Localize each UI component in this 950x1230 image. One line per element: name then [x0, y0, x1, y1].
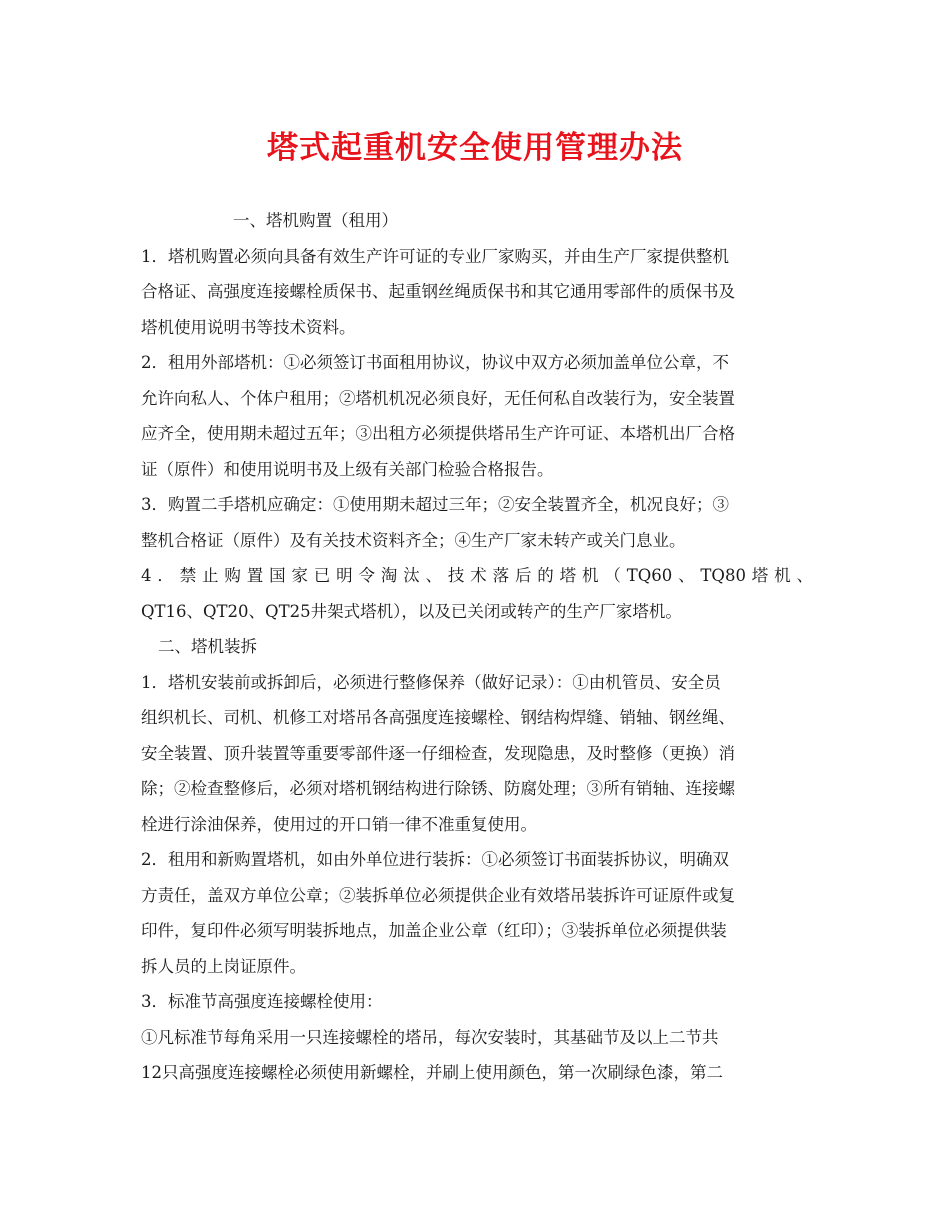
- paragraph-line: 3．购置二手塔机应确定：①使用期未超过三年；②安全装置齐全，机况良好；③: [141, 495, 729, 514]
- section-heading-2: 二、塔机装拆: [158, 637, 257, 656]
- paragraph-line: 印件，复印件必须写明装拆地点，加盖企业公章（红印）；③装拆单位必须提供装: [141, 921, 727, 940]
- paragraph-line: 整机合格证（原件）及有关技术资料齐全；④生产厂家未转产或关门息业。: [141, 530, 686, 550]
- paragraph-line: 3．标准节高强度连接螺栓使用：: [141, 992, 383, 1011]
- paragraph-line: 4．禁止购置国家已明令淘汰、技术落后的塔机（TQ60、TQ80塔机、: [141, 566, 813, 585]
- paragraph-line: 组织机长、司机、机修工对塔吊各高强度连接螺栓、钢结构焊缝、销轴、钢丝绳、: [141, 708, 735, 727]
- paragraph-line: 1．塔机安装前或拆卸后，必须进行整修保养（做好记录）：①由机管员、安全员: [141, 672, 721, 692]
- paragraph-line: 1．塔机购置必须向具备有效生产许可证的专业厂家购买，并由生产厂家提供整机: [141, 246, 729, 266]
- document-title: 塔式起重机安全使用管理办法: [267, 130, 683, 166]
- section-heading-1: 一、塔机购置（租用）: [233, 211, 398, 230]
- paragraph-line: ①凡标准节每角采用一只连接螺栓的塔吊，每次安装时，其基础节及以上二节共: [141, 1027, 719, 1047]
- paragraph-line: 证（原件）和使用说明书及上级有关部门检验合格报告。: [141, 459, 554, 479]
- paragraph-line: 允许向私人、个体户租用；②塔机机况必须良好，无任何私自改装行为，安全装置: [141, 388, 735, 408]
- paragraph-line: 应齐全，使用期未超过五年；③出租方必须提供塔吊生产许可证、本塔机出厂合格: [141, 424, 735, 443]
- paragraph-line: 合格证、高强度连接螺栓质保书、起重钢丝绳质保书和其它通用零部件的质保书及: [141, 282, 735, 301]
- paragraph-line: 除；②检查整修后，必须对塔机钢结构进行除锈、防腐处理；③所有销轴、连接螺: [141, 779, 735, 798]
- paragraph-line: 12只高强度连接螺栓必须使用新螺栓，并刷上使用颜色，第一次刷绿色漆，第二: [141, 1063, 723, 1082]
- paragraph-line: QT16、QT20、QT25井架式塔机），以及已关闭或转产的生产厂家塔机。: [141, 601, 682, 621]
- paragraph-line: 2．租用和新购置塔机，如由外单位进行装拆：①必须签订书面装拆协议，明确双: [141, 850, 729, 869]
- paragraph-line: 安全装置、顶升装置等重要零部件逐一仔细检查，发现隐患，及时整修（更换）消: [141, 743, 735, 763]
- paragraph-line: 拆人员的上岗证原件。: [141, 956, 306, 976]
- paragraph-line: 栓进行涂油保养，使用过的开口销一律不准重复使用。: [141, 814, 537, 834]
- document-body: [141, 203, 813, 1091]
- paragraph-line: 2．租用外部塔机：①必须签订书面租用协议，协议中双方必须加盖单位公章，不: [141, 353, 729, 372]
- paragraph-line: 方责任，盖双方单位公章；②装拆单位必须提供企业有效塔吊装拆许可证原件或复: [141, 885, 735, 905]
- paragraph-line: 塔机使用说明书等技术资料。: [141, 317, 356, 337]
